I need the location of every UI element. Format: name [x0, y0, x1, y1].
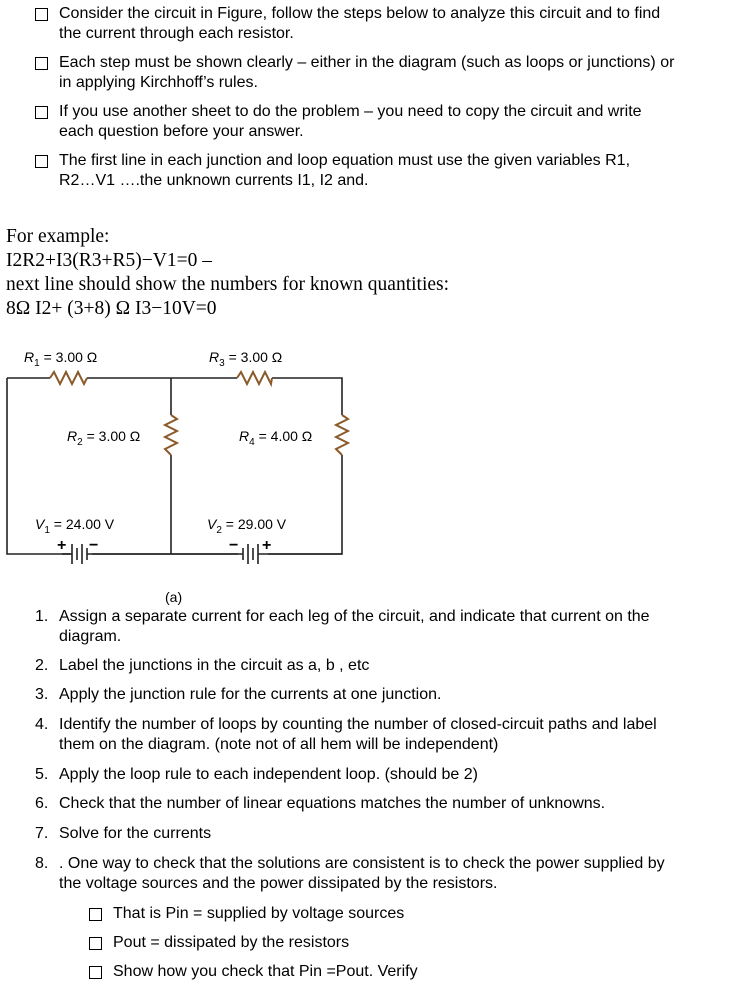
step-8: 8. . One way to check that the solutions are consistent is to check the power supplied by the voltage sources and the power dissipated by the resistors. [35, 855, 665, 892]
checkbox[interactable] [35, 8, 48, 21]
bullet-3: If you use another sheet to do the problem – you need to copy the circuit and write each question before your answer. [59, 103, 642, 140]
bullet-1: Consider the circuit in Figure, follow the steps below to analyze this circuit and to find the current through each resistor. [59, 5, 661, 42]
v2-battery [171, 544, 342, 564]
step-1: 1. Assign a separate current for each leg of the circuit, and indicate that current on the diagram. [35, 608, 650, 645]
bullet-4: The first line in each junction and loop equation must use the given variables R1, R2…V1 ….the unknown currents I1, I2 and. [59, 152, 631, 189]
step-6: 6. Check that the number of linear equations matches the number of unknowns. [35, 795, 606, 812]
minus-sign: − [229, 537, 239, 554]
sub-item: Pout = dissipated by the resistors [113, 934, 350, 951]
figure-caption: (a) [165, 589, 183, 605]
minus-sign: − [89, 537, 99, 554]
r4-label: $R_4 = 4.00$ Ω [239, 428, 313, 448]
r1-resistor [50, 372, 87, 384]
bullet-2: Each step must be shown clearly – either in the diagram (such as loops or junctions) or in applying Kirchhoff’s rules. [59, 54, 675, 91]
checkbox[interactable] [89, 908, 102, 921]
plus-sign: + [57, 537, 67, 554]
r4-resistor [336, 415, 348, 455]
v2-label: $V_2 = 29.00$ V [207, 516, 287, 536]
checkbox[interactable] [89, 937, 102, 950]
r3-resistor [237, 372, 272, 384]
plus-sign: + [262, 537, 272, 554]
checkbox[interactable] [89, 966, 102, 979]
v1-battery [62, 544, 171, 564]
step-3: 3. Apply the junction rule for the currents at one junction. [35, 686, 442, 703]
sub-item: Show how you check that Pin =Pout. Verify [113, 963, 418, 980]
step-5: 5. Apply the loop rule to each independent loop. (should be 2) [35, 766, 478, 783]
r2-resistor [165, 415, 177, 455]
checkbox[interactable] [35, 57, 48, 70]
step-7: 7. Solve for the currents [35, 825, 212, 842]
v1-label: $V_1 = 24.00$ V [35, 516, 115, 536]
r1-label: $R_1 = 3.00$ Ω [24, 349, 98, 369]
r3-label: $R_3 = 3.00$ Ω [209, 349, 283, 369]
step-4: 4. Identify the number of loops by counting the number of closed-circuit paths and label them on the diagram. (note not of all hem will be independent) [35, 716, 657, 753]
circuit-diagram [0, 340, 370, 610]
example-block: For example: I2R2+I3(R3+R5)−V1=0 – next line should show the numbers for known quantities: 8Ω I2+ (3+8) Ω I3−10V=0 [6, 226, 450, 319]
r2-label: $R_2 = 3.00$ Ω [67, 428, 141, 448]
checkbox[interactable] [35, 155, 48, 168]
step-2: 2. Label the junctions in the circuit as a, b , etc [35, 657, 370, 674]
sub-item: That is Pin = supplied by voltage sources [113, 905, 405, 922]
checkbox[interactable] [35, 106, 48, 119]
